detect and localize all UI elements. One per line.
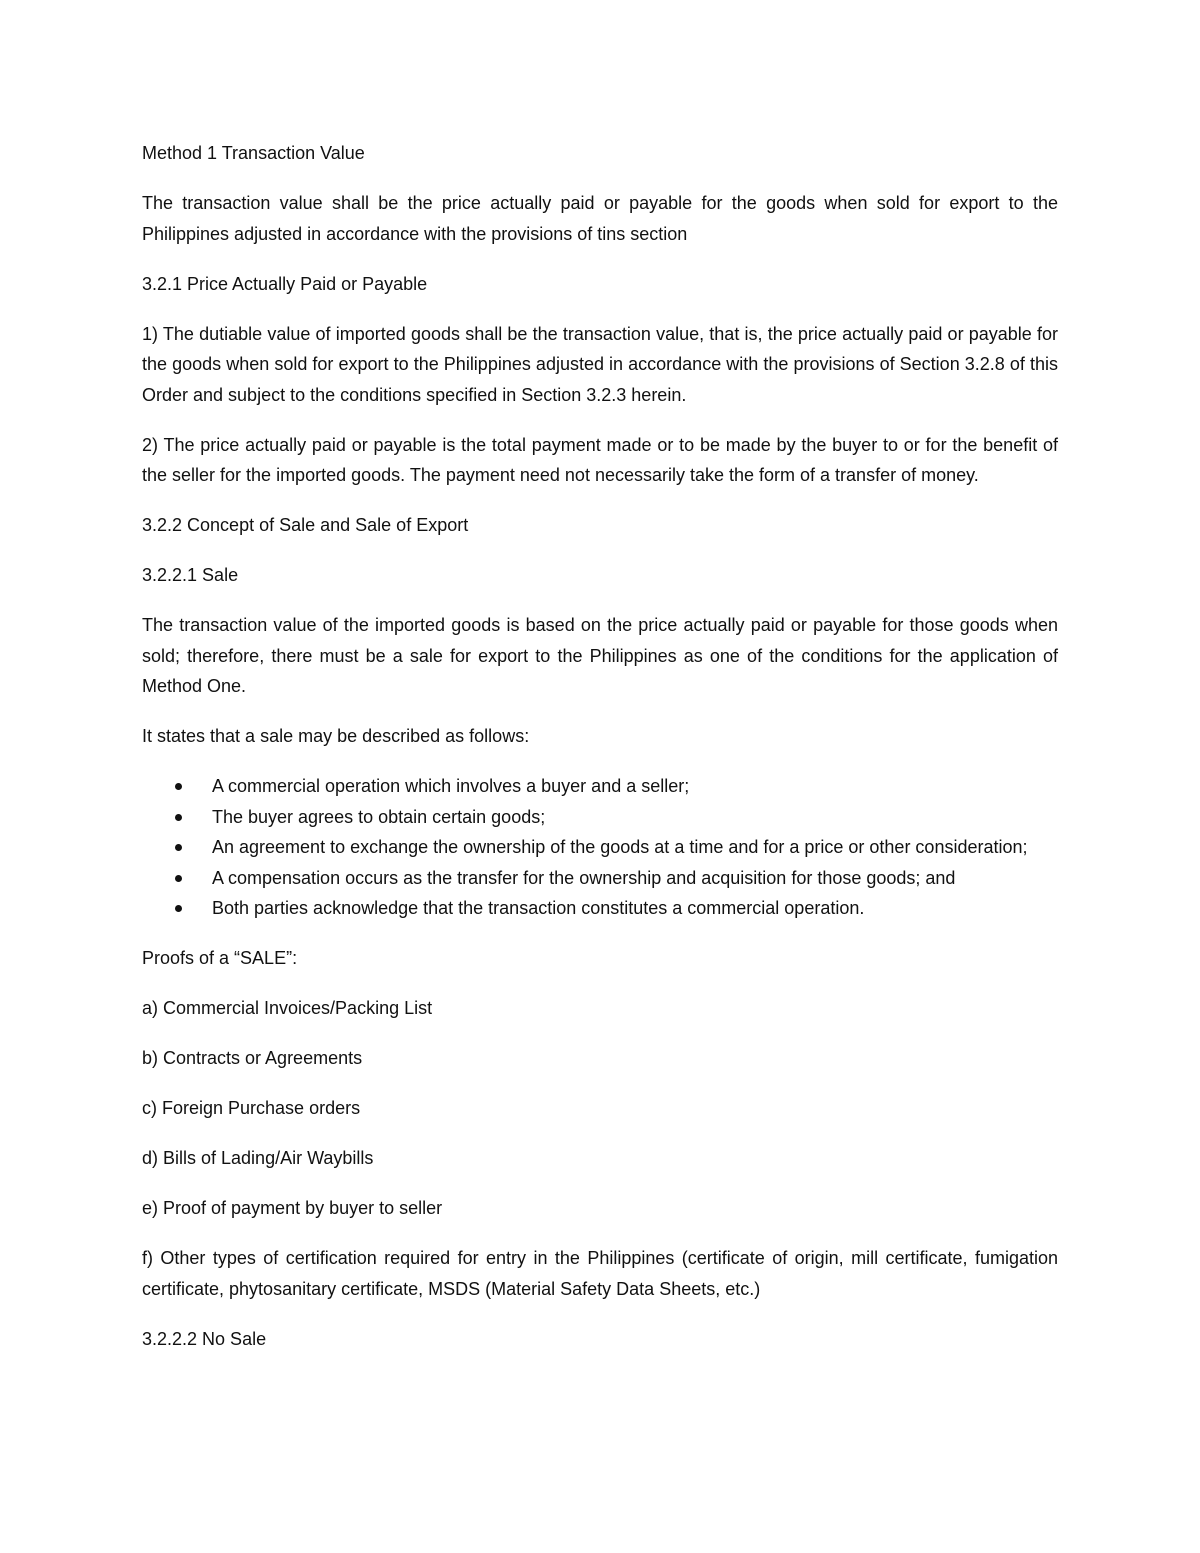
sale-criteria-list [142, 771, 1058, 924]
proof-item: f) Other types of certification required for entry in the Philippines (certificate of origin, mill certificate, fumigation certificate, phytosanitary certificate, MSDS (Material Safety Data Sheets, etc.) [142, 1248, 1058, 1299]
proof-item: c) Foreign Purchase orders [142, 1098, 361, 1118]
list-item [142, 832, 1058, 863]
section-3-2-2-title: 3.2.2 Concept of Sale and Sale of Export [142, 515, 469, 535]
list-item-text: The buyer agrees to obtain certain goods; [212, 806, 546, 827]
intro-paragraph: The transaction value shall be the price actually paid or payable for the goods when sold for export to the Philippines adjusted in accordance with the provisions of tins section [142, 193, 1058, 244]
paragraph-2: 2) The price actually paid or payable is the total payment made or to be made by the buyer to or for the benefit of the seller for the imported goods. The payment need not necessarily take the form of a transfer of money. [142, 434, 1058, 485]
list-item-text: Both parties acknowledge that the transaction constitutes a commercial operation. [212, 898, 865, 918]
section-3-2-1-title: 3.2.1 Price Actually Paid or Payable [142, 273, 428, 294]
document-heading: Method 1 Transaction Value [142, 143, 365, 163]
proof-item: b) Contracts or Agreements [142, 1048, 363, 1068]
bullet-icon [175, 783, 182, 790]
document-page [142, 138, 1058, 1374]
bullet-icon [175, 875, 182, 882]
proof-item: e) Proof of payment by buyer to seller [142, 1198, 443, 1218]
list-item [142, 771, 1058, 802]
bullet-icon [175, 905, 182, 912]
list-item [142, 893, 1058, 924]
paragraph-1: 1) The dutiable value of imported goods shall be the transaction value, that is, the price actually paid or payable for the goods when sold for export to the Philippines adjusted in accordance with the provisions of Section 3.2.8 of this Order and subject to the conditions specified in Section 3.2.3 herein. [142, 323, 1058, 405]
section-3-2-2-1-title: 3.2.2.1 Sale [142, 565, 239, 585]
bullet-icon [175, 844, 182, 851]
proofs-title: Proofs of a “SALE”: [142, 948, 298, 968]
list-item [142, 802, 1058, 833]
list-item [142, 863, 1058, 894]
proof-item: a) Commercial Invoices/Packing List [142, 998, 433, 1018]
section-3-2-2-2-title: 3.2.2.2 No Sale [142, 1328, 267, 1349]
proof-item: d) Bills of Lading/Air Waybills [142, 1148, 374, 1168]
states-line: It states that a sale may be described as follows: [142, 726, 530, 746]
list-item-text: A commercial operation which involves a buyer and a seller; [212, 776, 690, 796]
list-item-text: A compensation occurs as the transfer for the ownership and acquisition for those goods; and [212, 867, 956, 888]
bullet-icon [175, 814, 182, 821]
sale-paragraph: The transaction value of the imported goods is based on the price actually paid or payable for those goods when sold; therefore, there must be a sale for export to the Philippines as one of the conditions for the application of Method One. [142, 615, 1058, 696]
list-item-text: An agreement to exchange the ownership of the goods at a time and for a price or other consideration; [212, 837, 1028, 857]
